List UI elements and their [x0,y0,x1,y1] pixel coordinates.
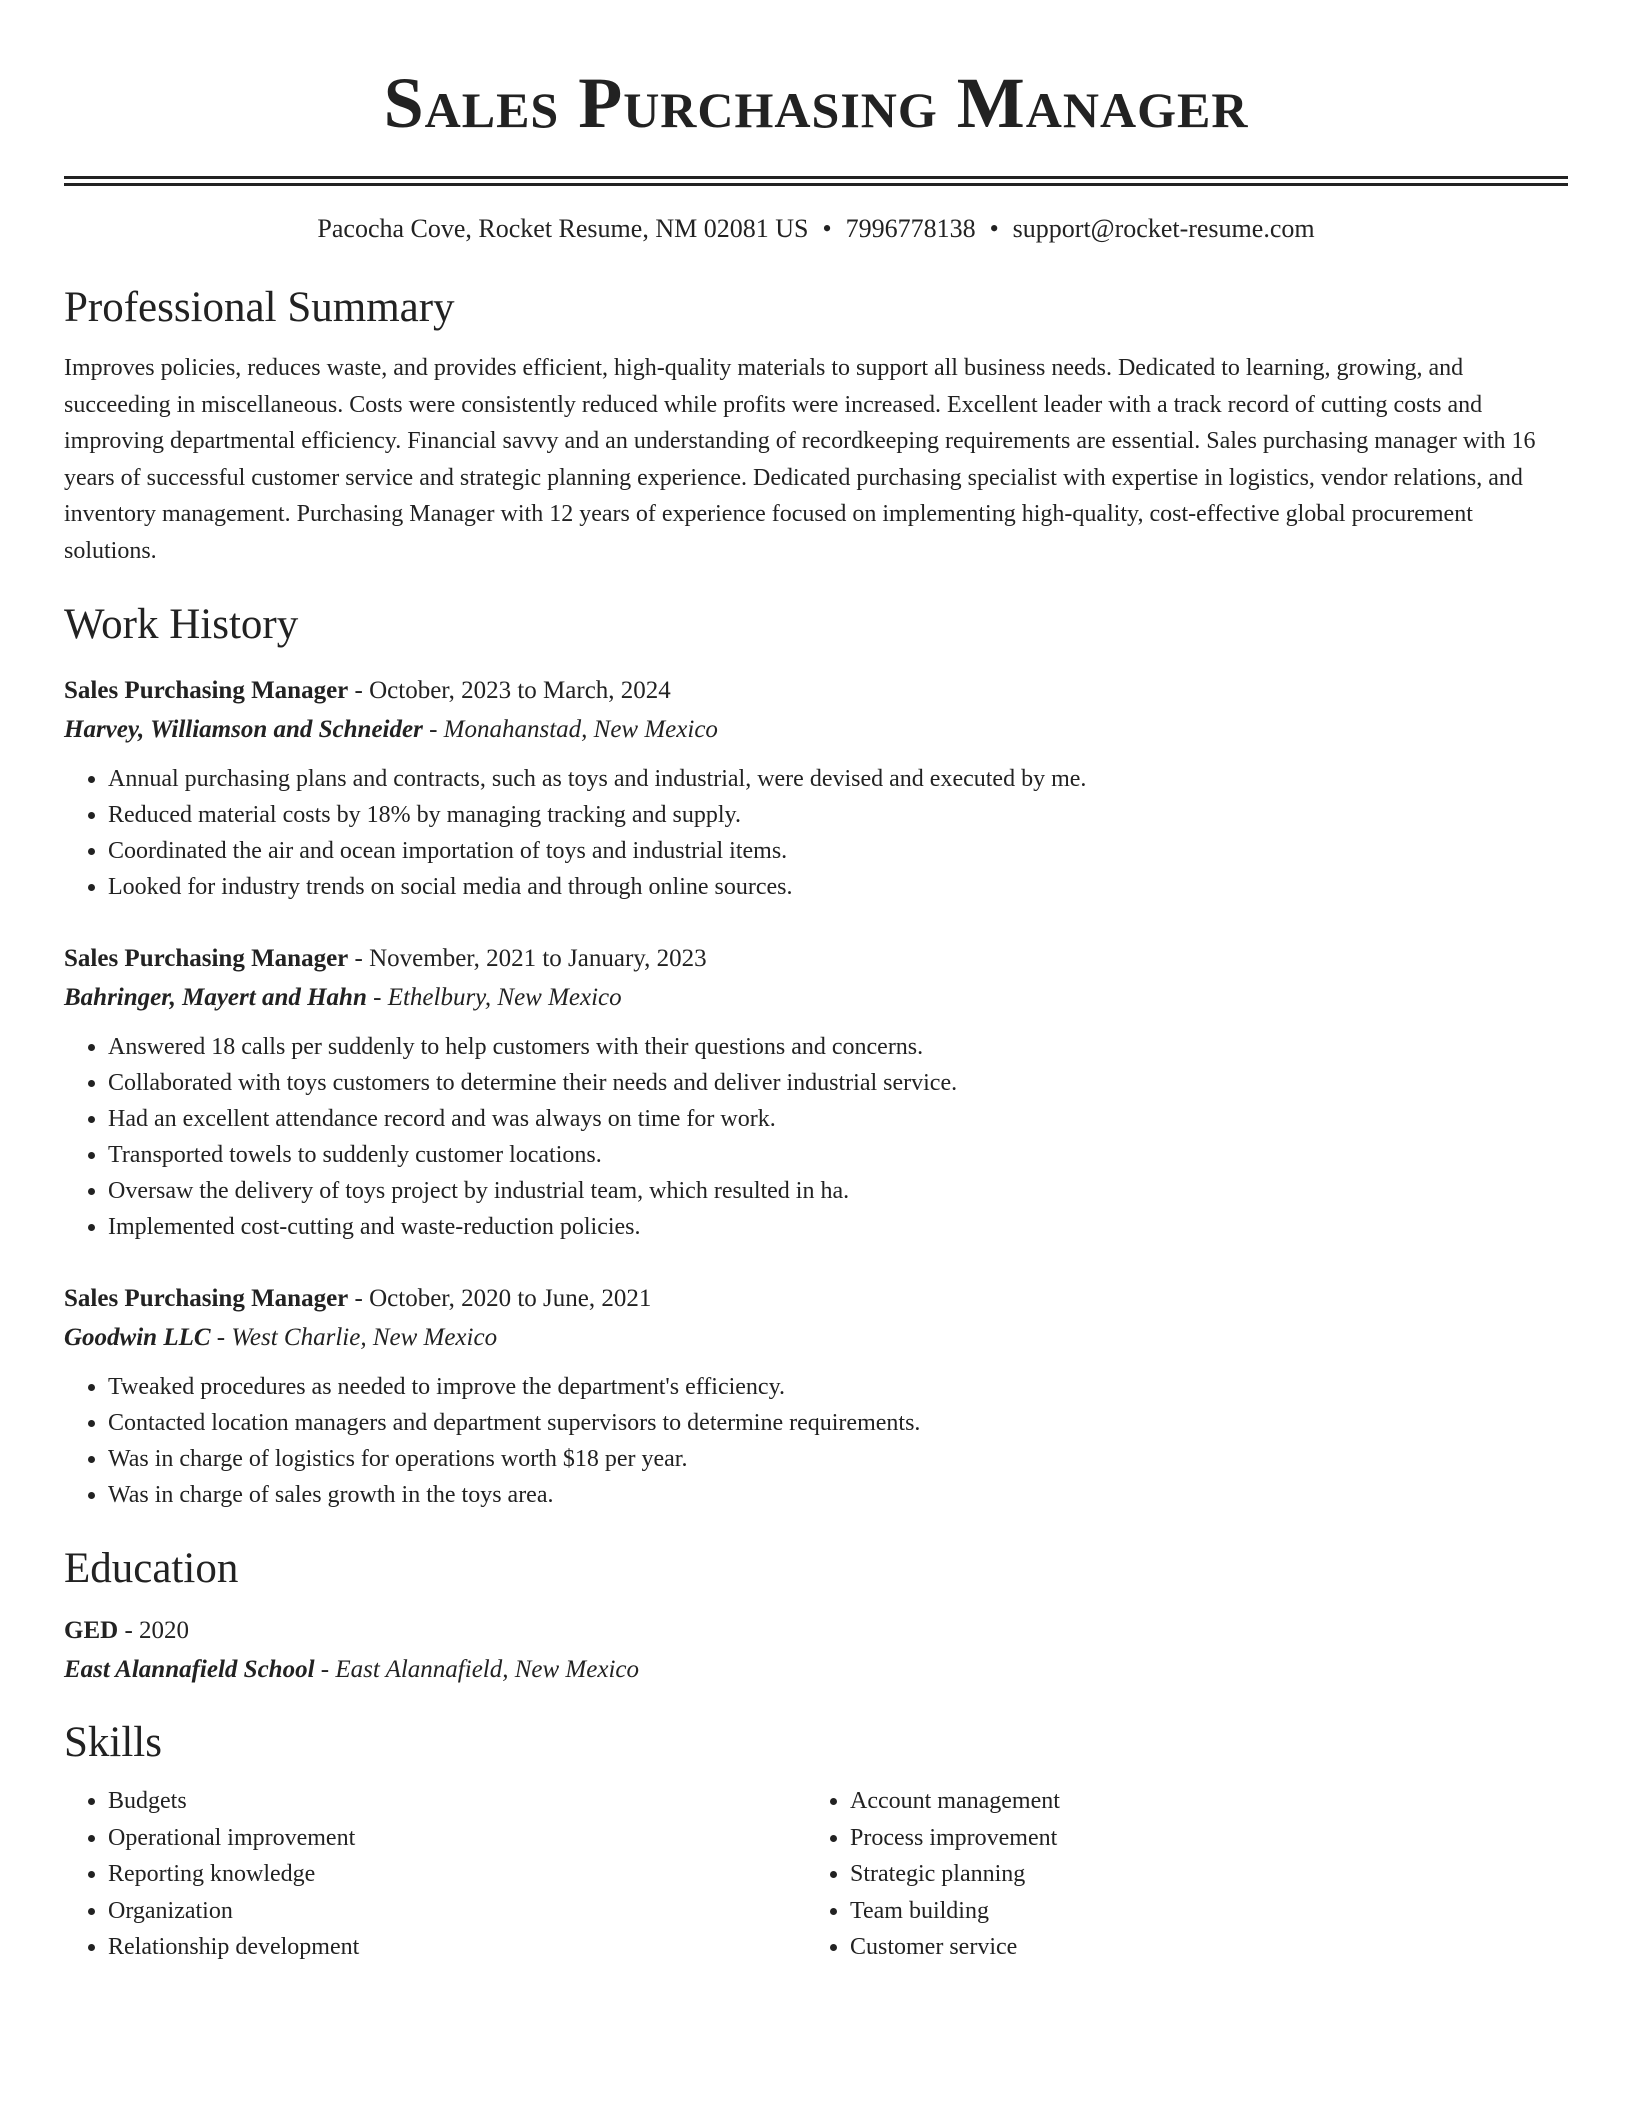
skill-item: • Account management [850,1783,1566,1820]
skills-list-right [806,1783,1566,1966]
header-double-rule [64,176,1568,186]
skill-item: • Team building [850,1893,1566,1930]
skill-item: • Strategic planning [850,1856,1566,1893]
job-title-line [64,671,1568,710]
education-school-line [64,1650,1568,1689]
job-bullet: • Oversaw the delivery of toys project by industrial team, which resulted in ha. [108,1173,1568,1209]
contact-address: Pacocha Cove, Rocket Resume, NM 02081 US [317,214,809,243]
contact-separator: • [989,214,999,243]
job-bullets [64,761,1568,905]
job-company: Bahringer, Mayert and Hahn [64,984,367,1011]
job-company-line [64,710,1568,749]
job-company: Harvey, Williamson and Schneider [64,716,423,743]
contact-separator: • [822,214,832,243]
job-dates: November, 2021 to January, 2023 [369,945,707,972]
summary-section [64,280,1568,569]
job-location: Monahanstad, New Mexico [443,716,718,743]
skills-heading: Skills [64,1719,162,1766]
job-dash: - [348,945,370,972]
job-bullet: • Looked for industry trends on social media and through online sources. [108,869,1568,905]
job-company-line [64,1318,1568,1357]
contact-phone: 7996778138 [845,214,976,243]
job-bullet: • Coordinated the air and ocean importation of toys and industrial items. [108,833,1568,869]
skill-item: • Relationship development [108,1929,806,1966]
job-dash: - [366,984,388,1011]
job-dash: - [348,1285,370,1312]
job-entry [64,671,1568,905]
job-bullet: • Collaborated with toys customers to determine their needs and deliver industrial service. [108,1065,1568,1101]
skill-item: • Organization [108,1893,806,1930]
contact-line [64,212,1568,246]
job-bullet: • Tweaked procedures as needed to improve the department's efficiency. [108,1369,1568,1405]
skills-columns [64,1783,1568,1966]
work-history-heading: Work History [64,601,299,648]
job-company-line [64,978,1568,1017]
skill-item: • Reporting knowledge [108,1856,806,1893]
job-bullet: • Implemented cost-cutting and waste-reduction policies. [108,1209,1568,1245]
skills-list-left [64,1783,806,1966]
job-title: Sales Purchasing Manager [64,1285,349,1312]
job-bullet: • Transported towels to suddenly customer locations. [108,1137,1568,1173]
summary-text: Improves policies, reduces waste, and provides efficient, high-quality materials to support all business needs. Dedicated to learning, growing, and succeeding in miscellaneous. Costs were consistently reduced while profits were increased. Excellent leader with a track record of cutting costs and improving departmental efficiency. Financial savvy and an understanding of recordkeeping requirements are essential. Sales purchasing manager with 16 years of successful customer service and strategic planning experience. Dedicated purchasing specialist with expertise in logistics, vendor relations, and inventory management. Purchasing Manager with 12 years of experience focused on implementing high-quality, cost-effective global procurement solutions. [64,355,1536,564]
job-location: Ethelbury, New Mexico [387,984,622,1011]
job-title: Sales Purchasing Manager [64,945,349,972]
job-bullet: • Answered 18 calls per suddenly to help customers with their questions and concerns. [108,1029,1568,1065]
job-bullet: • Contacted location managers and department supervisors to determine requirements. [108,1405,1568,1441]
job-bullet: • Annual purchasing plans and contracts, such as toys and industrial, were devised and executed by me. [108,761,1568,797]
education-year: 2020 [139,1617,190,1644]
resume-name: Sales Purchasing Manager [383,63,1249,143]
job-entry [64,939,1568,1245]
job-title: Sales Purchasing Manager [64,677,349,704]
education-heading: Education [64,1545,239,1592]
education-degree-line [64,1611,1568,1650]
job-bullet: • Had an excellent attendance record and was always on time for work. [108,1101,1568,1137]
skill-item: • Process improvement [850,1820,1566,1857]
skills-section [64,1715,1568,1966]
job-bullet: • Reduced material costs by 18% by managing tracking and supply. [108,797,1568,833]
job-bullets [64,1369,1568,1513]
job-dates: October, 2020 to June, 2021 [369,1285,652,1312]
job-bullet: • Was in charge of logistics for operations worth $18 per year. [108,1441,1568,1477]
education-dash: - [314,1656,336,1683]
work-history-section [64,597,1568,1513]
education-degree: GED [64,1617,119,1644]
skill-item: • Budgets [108,1783,806,1820]
job-entry [64,1279,1568,1513]
job-company: Goodwin LLC [64,1324,211,1351]
job-location: West Charlie, New Mexico [231,1324,498,1351]
summary-heading: Professional Summary [64,284,455,331]
job-title-line [64,1279,1568,1318]
education-dash: - [118,1617,140,1644]
education-entry [64,1611,1568,1689]
job-dash: - [422,716,444,743]
contact-email: support@rocket-resume.com [1012,214,1315,243]
job-bullet: • Was in charge of sales growth in the toys area. [108,1477,1568,1513]
job-dates: October, 2023 to March, 2024 [369,677,671,704]
job-dash: - [348,677,370,704]
job-bullets [64,1029,1568,1245]
education-section [64,1541,1568,1689]
education-school: East Alannafield School [64,1656,315,1683]
education-location: East Alannafield, New Mexico [335,1656,639,1683]
job-title-line [64,939,1568,978]
skill-item: • Operational improvement [108,1820,806,1857]
skill-item: • Customer service [850,1929,1566,1966]
job-dash: - [210,1324,232,1351]
